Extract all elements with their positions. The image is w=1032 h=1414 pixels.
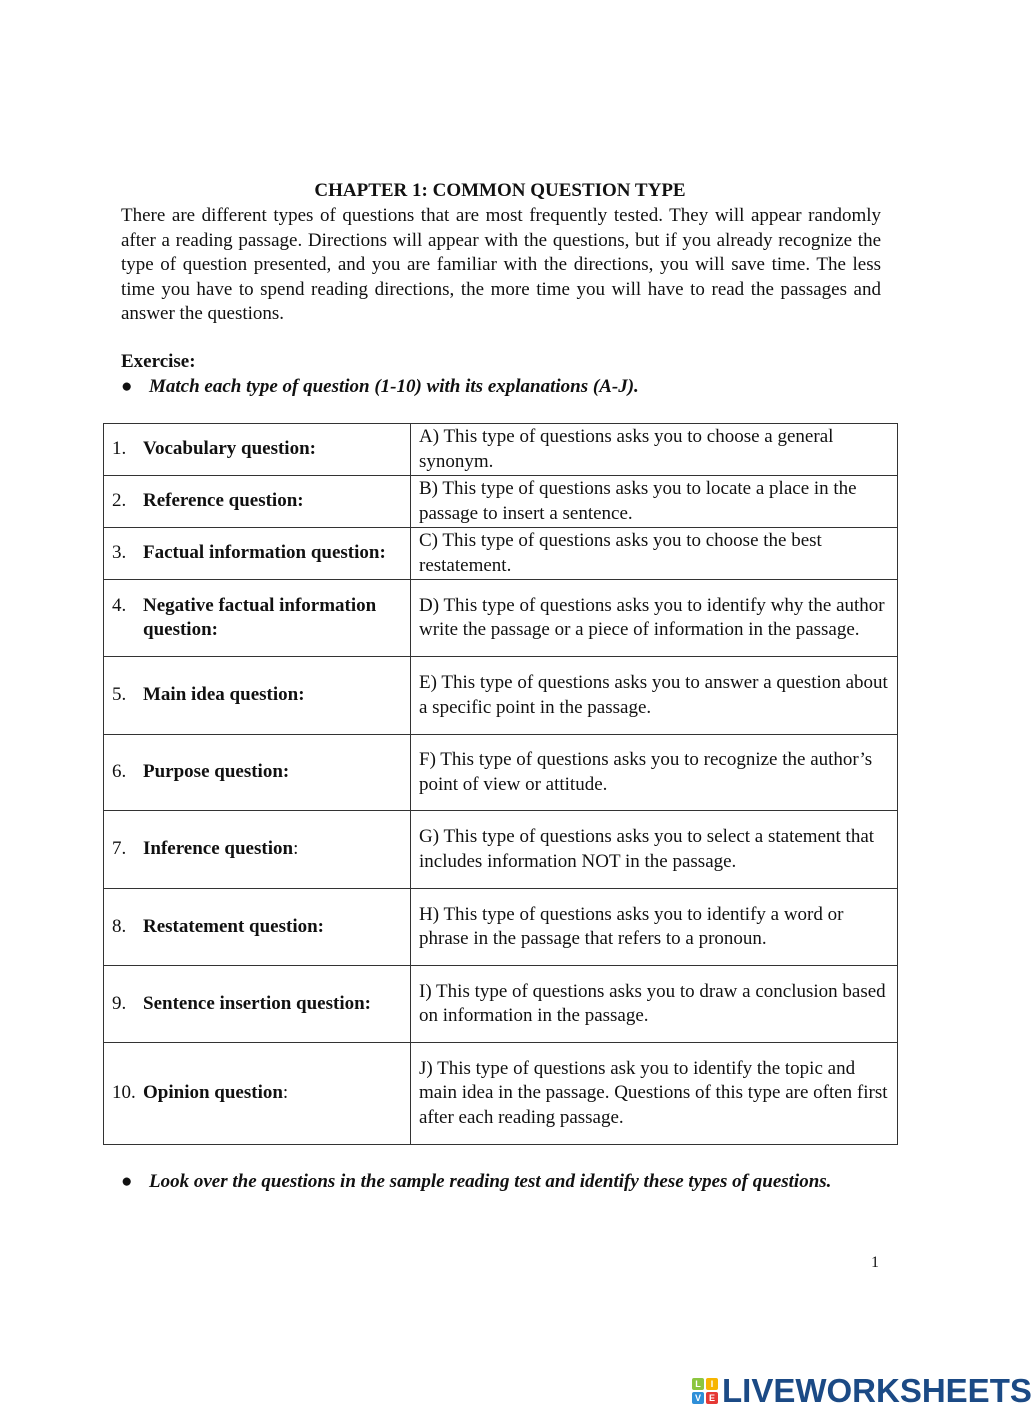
question-type: Factual information question: [143, 542, 386, 564]
question-type-suffix: : [293, 838, 299, 860]
question-type-cell [104, 476, 411, 528]
table-row [104, 889, 898, 966]
table-row [104, 528, 898, 580]
logo-block: E [706, 1392, 718, 1404]
question-type: Vocabulary question: [143, 438, 316, 460]
table-row [104, 1043, 898, 1145]
logo-block: V [692, 1392, 704, 1404]
question-number: 5. [112, 684, 127, 706]
intro-paragraph: There are different types of questions that are most frequently tested. They will appear randomly after a reading passage. Directions will appear with the questions, but if you already recognize the type of question presented, and you are familiar with the directions, you will save time. The less time you have to spend reading directions, the more time you will have to read the passages and answer the questions. [121, 205, 881, 324]
bullet-icon: ● [121, 376, 133, 397]
explanation-cell: J) This type of questions ask you to identify the topic and main idea in the passage. Questions of this type are often first after each reading passage. [411, 1043, 898, 1145]
table-row [104, 966, 898, 1043]
logo-block: L [692, 1378, 704, 1390]
matching-table [103, 423, 898, 1145]
question-type-cell [104, 528, 411, 580]
table-row [104, 580, 898, 657]
table-row [104, 735, 898, 811]
question-number: 7. [112, 838, 127, 860]
logo-blocks-icon [692, 1378, 718, 1404]
page-number: 1 [871, 1254, 879, 1271]
question-type-cell [104, 424, 411, 476]
question-number: 2. [112, 490, 127, 512]
question-type-cell [104, 1043, 411, 1145]
chapter-title: CHAPTER 1: COMMON QUESTION TYPE [314, 180, 686, 201]
question-type: Purpose question: [143, 761, 290, 783]
question-number: 6. [112, 761, 127, 783]
table-row [104, 476, 898, 528]
question-type: Inference question [143, 838, 294, 860]
question-type-cell [104, 966, 411, 1043]
bullet-icon: ● [121, 1171, 133, 1192]
question-number: 1. [112, 438, 127, 460]
table-row [104, 811, 898, 889]
question-type-cell [104, 580, 411, 657]
table-row [104, 657, 898, 735]
explanation-cell: I) This type of questions asks you to draw a conclusion based on information in the passage. [411, 966, 898, 1043]
explanation-cell: A) This type of questions asks you to choose a general synonym. [411, 424, 898, 476]
explanation-cell: B) This type of questions asks you to locate a place in the passage to insert a sentence. [411, 476, 898, 528]
question-type: Opinion question [143, 1082, 283, 1104]
question-type: Negative factual information question: [143, 594, 377, 640]
question-type-cell [104, 811, 411, 889]
exercise-label: Exercise: [121, 351, 196, 372]
explanation-cell: F) This type of questions asks you to recognize the author’s point of view or attitude. [411, 735, 898, 811]
question-type: Reference question: [143, 490, 304, 512]
instruction-match: ● Match each type of question (1-10) with its explanations (A-J). [121, 375, 881, 400]
question-number: 9. [112, 992, 127, 1014]
explanation-cell: H) This type of questions asks you to identify a word or phrase in the passage that refers to a pronoun. [411, 889, 898, 966]
question-type: Sentence insertion question: [143, 992, 371, 1014]
explanation-cell: C) This type of questions asks you to choose the best restatement. [411, 528, 898, 580]
instruction-identify: ● Look over the questions in the sample reading test and identify these types of questions. [121, 1170, 881, 1195]
liveworksheets-logo[interactable]: L I V E LIVEWORKSHEETS [692, 1372, 1032, 1410]
question-type: Main idea question: [143, 684, 305, 706]
explanation-cell: D) This type of questions asks you to identify why the author write the passage or a piece of information in the passage. [411, 580, 898, 657]
explanation-cell: G) This type of questions asks you to select a statement that includes information NOT in the passage. [411, 811, 898, 889]
logo-block: I [706, 1378, 718, 1390]
question-type: Restatement question: [143, 915, 325, 937]
table-row [104, 424, 898, 476]
question-number: 4. [112, 594, 127, 616]
question-number: 8. [112, 915, 127, 937]
question-type-cell [104, 657, 411, 735]
question-number: 10. [112, 1082, 136, 1104]
question-number: 3. [112, 542, 127, 564]
question-type-suffix: : [282, 1082, 289, 1104]
question-type-cell [104, 735, 411, 811]
explanation-cell: E) This type of questions asks you to answer a question about a specific point in the passage. [411, 657, 898, 735]
question-type-cell [104, 889, 411, 966]
